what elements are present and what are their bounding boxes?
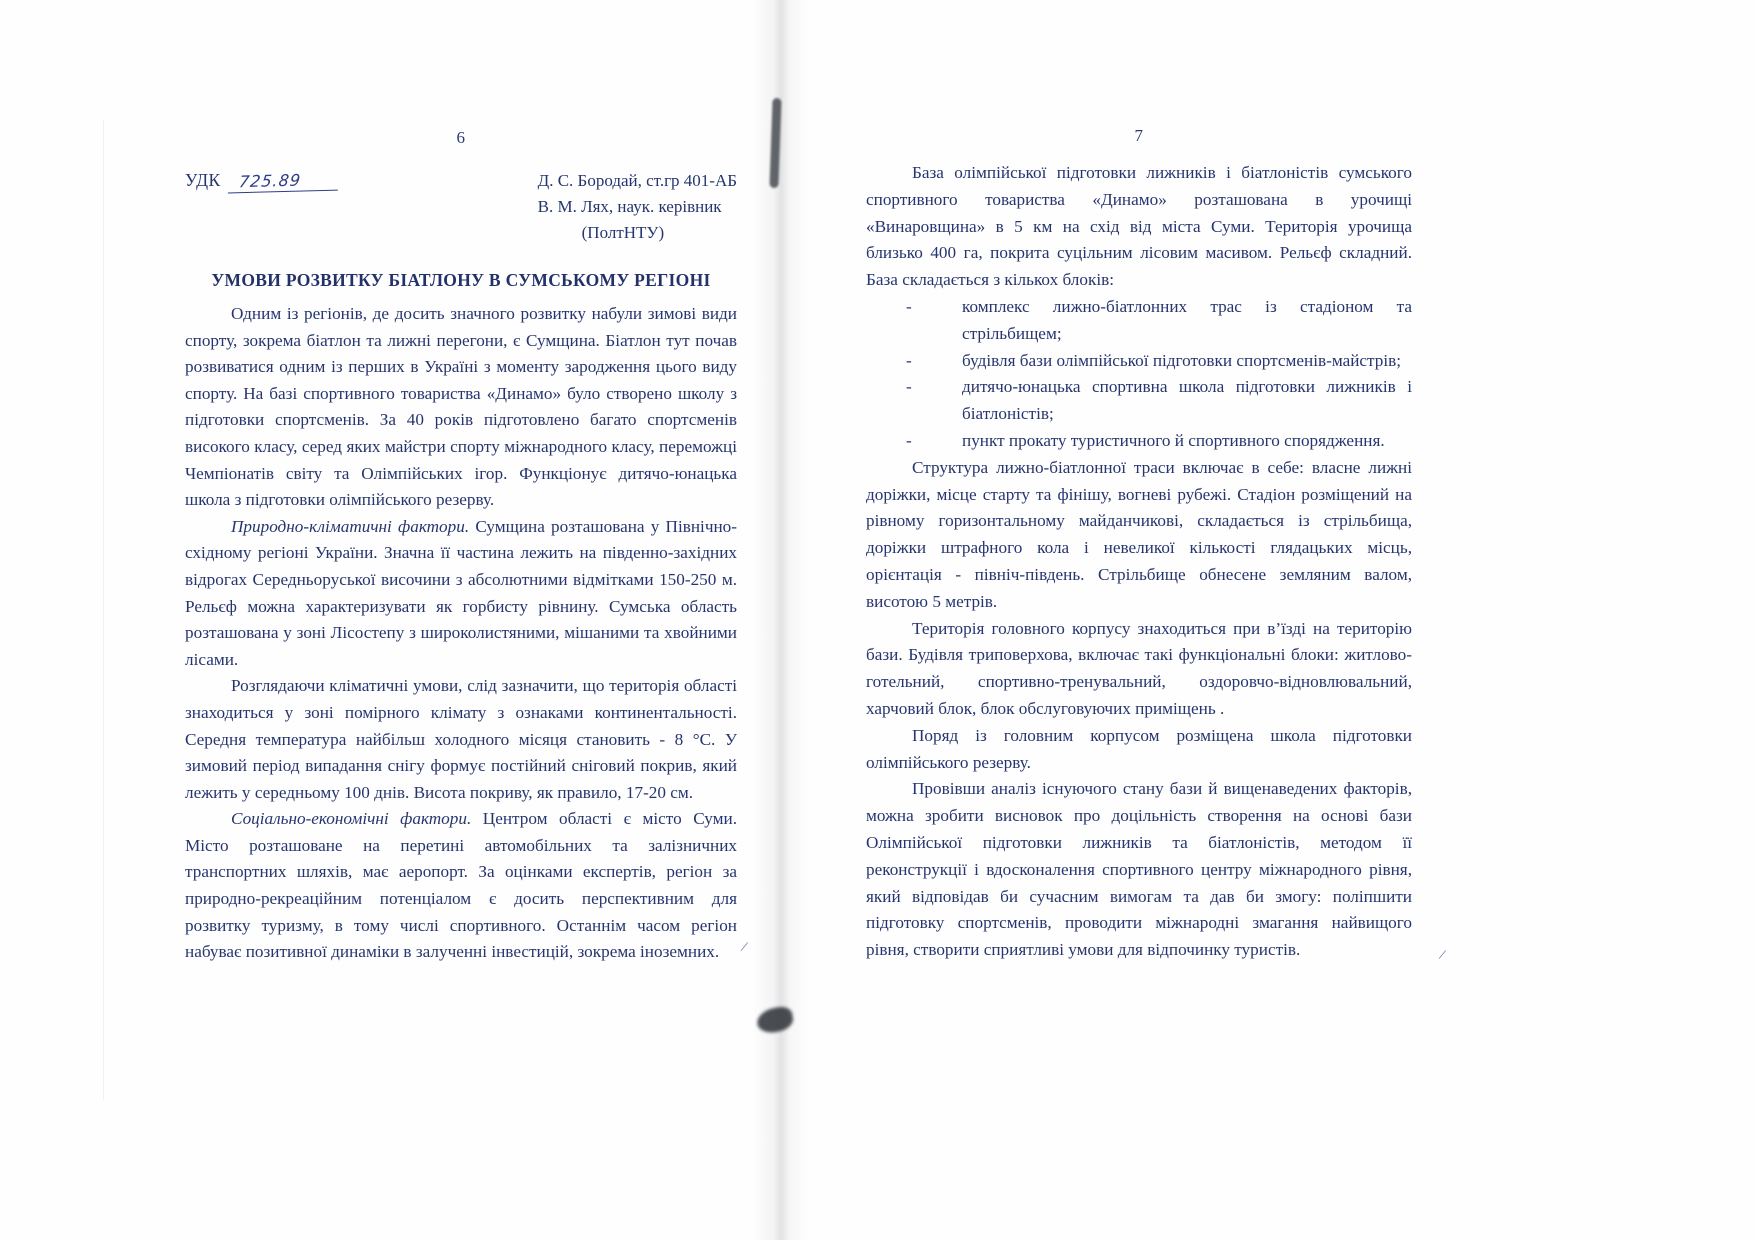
paragraph-territory: Територія головного корпусу знаходиться при в’їзді на територію бази. Будівля триповерхова, включає такі функціональні блоки: житлово-готельний, спортивно-тренувальний, оздоровчо-відновлювальний, харчовий блок, блок обслуговуючих приміщень .: [866, 618, 1412, 718]
paragraph-base-intro: База олімпійської підготовки лижників і біатлоністів сумського спортивного товариства «Динамо» розташована в урочищі «Винаровщина» в 5 км на схід від міста Суми. Територія урочища близько 400 га, покрита суцільним лісовим масивом. Рельєф складний. База складається з кількох блоків:: [866, 163, 1412, 290]
pen-mark-left: /: [740, 939, 748, 956]
paragraph-conclusion: Провівши аналіз існуючого стану бази й вищенаведених факторів, можна зробити висновок про доцільність створення на основі бази Олімпійської підготовки лижників та біатлоністів, методом її реконструкції і вдосконалення спортивного центру міжнародного рівня, який відповідав би сучасним вимогам та дав би змогу: поліпшити підготовку спортсменів, проводити міжнародні змагання найвищого рівня, створити сприятливі умови для відпочинку туристів.: [866, 779, 1412, 960]
page-number-right: 7: [1134, 126, 1144, 145]
left-page-edge-line: [103, 120, 104, 1100]
udk-field: [185, 168, 339, 192]
page-right: [866, 126, 1412, 964]
pen-mark-right: /: [1438, 947, 1446, 964]
paragraph-2-lead: Природно-кліматичні фактори.: [231, 516, 470, 536]
paragraph-4-text: Центром області є місто Суми. Місто розташоване на перетині автомобільних та залізничних транспортних шляхів, має аеропорт. За оцінками експертів, регіон за природно-рекреаційним потенціалом є досить перспективним для розвитку туризму, в тому числі спортивного. Останнім часом регіон набуває позитивної динаміки в залученні інвестицій, зокрема іноземних.: [185, 809, 737, 962]
author-block: [538, 168, 737, 246]
paragraph-structure: Структура лижно-біатлонної траси включає в себе: власне лижні доріжки, місце старту та фінішу, вогневі рубежі. Стадіон розміщений на рівному горизонтальному майданчикові, складається із стрільбища, доріжки штрафного кола і невеликої кількості глядацьких місць, орієнтація - північ-південь. Стрільбище обнесене земляним валом, висотою 5 метрів.: [866, 457, 1412, 611]
paper-title: УМОВИ РОЗВИТКУ БІАТЛОНУ В СУМСЬКОМУ РЕГІОНІ: [211, 270, 711, 290]
list-item-2: [906, 348, 1412, 375]
paragraph-2-text: Сумщина розташована у Північно-східному регіоні України. Значна її частина лежить на південно-західних відрогах Середньоруської височини з абсолютними відмітками 150-250 м. Рельєф можна характеризувати як горбисту рівнину. Сумська область розташована у зоні Лісостепу з широколистяними, мішаними та хвойними лісами.: [185, 516, 737, 669]
udk-handwritten-value: 725.89: [228, 170, 340, 194]
udk-label: УДК: [185, 170, 221, 190]
author-line-1: Д. С. Бородай, ст.гр 401-АБ: [537, 171, 737, 190]
header-row: [185, 168, 737, 246]
list-item-1-text: комплекс лижно-біатлонних трас із стадіоном та стрільбищем;: [962, 296, 1412, 343]
page-left: [185, 128, 737, 966]
paragraph-1-text: Одним із регіонів, де досить значного розвитку набули зимові види спорту, зокрема біатлон та лижні перегони, є Сумщина. Біатлон тут почав розвиватися одним із перших в Україні з моменту зародження цього виду спорту. На базі спортивного товариства «Динамо» було створено школу з підготовки спортсменів. За 40 років підготовлено багато спортсменів високого класу, серед яких майстри спорту міжнародного класу, переможці Чемпіонатів світу та Олімпійських ігор. Функціонує дитячо-юнацька школа з підготовки олімпійського резерву.: [185, 304, 737, 510]
paragraph-2: [185, 514, 737, 674]
dash-marker: -: [906, 377, 912, 397]
list-item-4-text: пункт прокату туристичного й спортивного спорядження.: [962, 430, 1385, 450]
scan-artifact-top: [769, 98, 781, 188]
author-line-org: (ПолтНТУ): [581, 223, 665, 242]
dash-marker: -: [906, 430, 912, 450]
paragraph-3: [185, 673, 737, 806]
dash-marker: -: [906, 296, 912, 316]
dash-marker: -: [906, 350, 912, 370]
left-body-text: [185, 301, 737, 966]
author-line-2: В. М. Лях, наук. керівник: [537, 197, 722, 216]
paragraph-3-text: Розглядаючи кліматичні умови, слід зазначити, що територія області знаходиться у зоні помірного клімату з ознаками континентальності. Середня температура найбільш холодного місяця становить - 8 °С. У зимовий період випадання снігу формує постійний сніговий покрив, який лежить у середньому 100 днів. Висота покриву, як правило, 17-20 см.: [185, 676, 737, 802]
paragraph-4: [185, 806, 737, 966]
list-item-4: [906, 428, 1412, 455]
paragraph-4-lead: Соціально-економічні фактори.: [231, 809, 472, 829]
list-item-1: [906, 294, 1412, 348]
paragraph-1: [185, 301, 737, 514]
blocks-list: [906, 294, 1412, 455]
page-fold-shadow: [752, 0, 808, 1240]
scan-artifact-bottom: [755, 1005, 795, 1035]
page-number-left: 6: [456, 128, 466, 147]
list-item-3-text: дитячо-юнацька спортивна школа підготовки лижників і біатлоністів;: [962, 377, 1412, 424]
right-body-text: [866, 160, 1412, 964]
list-item-2-text: будівля бази олімпійської підготовки спортсменів-майстрів;: [962, 350, 1402, 370]
paragraph-school: Поряд із головним корпусом розміщена школа підготовки олімпійського резерву.: [866, 725, 1412, 772]
list-item-3: [906, 374, 1412, 428]
